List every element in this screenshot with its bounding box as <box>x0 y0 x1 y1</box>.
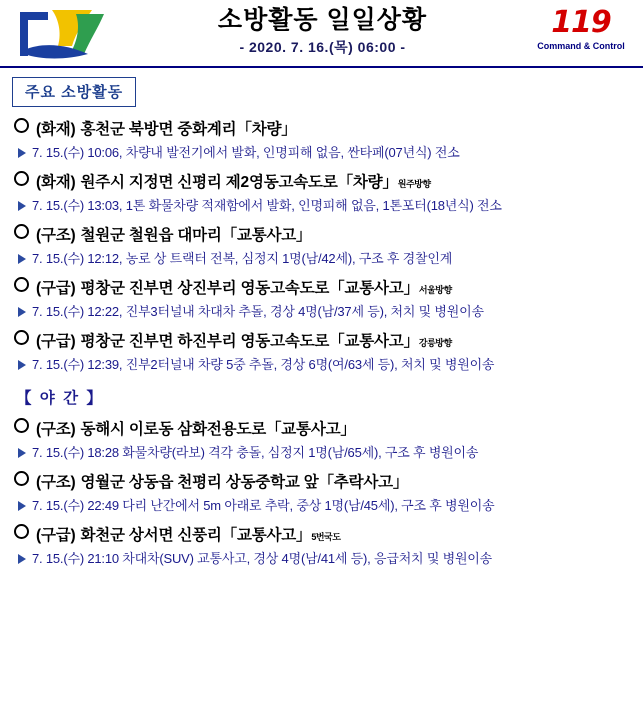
entry-detail-row <box>18 354 633 373</box>
title-block <box>120 4 525 57</box>
page-header <box>0 0 643 68</box>
entry-headline <box>14 523 633 545</box>
entry-headline <box>14 223 633 245</box>
entry-detail: 7. 15.(수) 22:49 다리 난간에서 5m 아래로 추락, 중상 1명(남/45세), 구조 후 병원이송 <box>32 498 495 513</box>
triangle-bullet-icon <box>18 254 26 264</box>
list-item <box>14 329 633 373</box>
entry-category: (구급) <box>36 527 76 544</box>
entry-detail-row <box>18 142 633 161</box>
triangle-bullet-icon <box>18 360 26 370</box>
entry-direction-note: 강릉방향 <box>418 338 452 348</box>
entry-category: (구조) <box>36 421 76 438</box>
entry-category: (화재) <box>36 121 76 138</box>
entry-headline <box>14 117 633 139</box>
list-item <box>14 276 633 320</box>
list-item <box>14 523 633 567</box>
entry-title: 화천군 상서면 신풍리「교통사고」 <box>80 527 312 544</box>
entry-title: 철원군 철원읍 대마리「교통사고」 <box>80 227 312 244</box>
entry-title: 영월군 상동읍 천평리 상동중학교 앞「추락사고」 <box>80 474 409 491</box>
triangle-bullet-icon <box>18 554 26 564</box>
entry-detail-row <box>18 195 633 214</box>
ring-bullet-icon <box>14 524 29 539</box>
entry-title: 원주시 지정면 신평리 제2영동고속도로「차량」 <box>80 174 398 191</box>
triangle-bullet-icon <box>18 148 26 158</box>
entry-direction-note: 원주방향 <box>397 179 431 189</box>
entry-detail: 7. 15.(수) 13:03, 1톤 화물차량 적재함에서 발화, 인명피해 없음, 1톤포터(18년식) 전소 <box>32 198 502 213</box>
entry-category: (구조) <box>36 227 76 244</box>
entry-category: (구급) <box>36 280 76 297</box>
ring-bullet-icon <box>14 171 29 186</box>
emergency-119-logo <box>531 6 631 62</box>
report-body <box>0 107 643 567</box>
list-item <box>14 417 633 461</box>
entry-headline <box>14 329 633 351</box>
triangle-bullet-icon <box>18 448 26 458</box>
entry-category: (구급) <box>36 333 76 350</box>
list-item <box>14 117 633 161</box>
entry-detail: 7. 15.(수) 10:06, 차량내 발전기에서 발화, 인명피해 없음, 싼타페(07년식) 전소 <box>32 145 460 160</box>
entry-detail-row <box>18 248 633 267</box>
triangle-bullet-icon <box>18 201 26 211</box>
entry-title: 홍천군 북방면 중화계리「차량」 <box>80 121 297 138</box>
entry-headline <box>14 276 633 298</box>
section-label-container <box>12 77 643 107</box>
report-date: - 2020. 7. 16.(목) 06:00 - <box>239 39 406 55</box>
entry-detail: 7. 15.(수) 12:12, 농로 상 트랙터 전복, 심정지 1명(남/42세), 구조 후 경찰인계 <box>32 251 453 266</box>
entry-detail: 7. 15.(수) 12:22, 진부3터널내 차대차 추돌, 경상 4명(남/37세 등), 처치 및 병원이송 <box>32 304 484 319</box>
entry-detail-row <box>18 301 633 320</box>
section-title-box: 주요 소방활동 <box>12 77 136 107</box>
logo-119-number: 119 <box>551 5 611 40</box>
entry-detail-row <box>18 442 633 461</box>
entry-title: 평창군 진부면 하진부리 영동고속도로「교통사고」 <box>80 333 419 350</box>
entry-detail: 7. 15.(수) 21:10 차대차(SUV) 교통사고, 경상 4명(남/41세 등), 응급처치 및 병원이송 <box>32 551 493 566</box>
entry-category: (구조) <box>36 474 76 491</box>
list-item <box>14 223 633 267</box>
triangle-bullet-icon <box>18 307 26 317</box>
triangle-bullet-icon <box>18 501 26 511</box>
list-item <box>14 170 633 214</box>
ring-bullet-icon <box>14 277 29 292</box>
ring-bullet-icon <box>14 118 29 133</box>
entry-headline <box>14 417 633 439</box>
entry-detail-row <box>18 495 633 514</box>
ring-bullet-icon <box>14 224 29 239</box>
list-item <box>14 470 633 514</box>
entry-road-note: 5번국도 <box>311 532 341 542</box>
ring-bullet-icon <box>14 471 29 486</box>
entry-detail-row <box>18 548 633 567</box>
logo-119-caption: Command & Control <box>537 41 625 51</box>
night-section-label: 【 야 간 】 <box>16 390 104 407</box>
ring-bullet-icon <box>14 330 29 345</box>
entry-detail: 7. 15.(수) 18:28 화물차량(라보) 격각 충돌, 심정지 1명(남/65세), 구조 후 병원이송 <box>32 445 479 460</box>
entry-title: 동해시 이로동 삼화전용도로「교통사고」 <box>80 421 356 438</box>
entry-detail: 7. 15.(수) 12:39, 진부2터널내 차량 5중 추돌, 경상 6명(여/63세 등), 처치 및 병원이송 <box>32 357 495 372</box>
ring-bullet-icon <box>14 418 29 433</box>
entry-category: (화재) <box>36 174 76 191</box>
page-title: 소방활동 일일상황 <box>217 6 428 34</box>
agency-logo <box>14 6 110 62</box>
entry-headline <box>14 470 633 492</box>
entry-direction-note: 서울방향 <box>418 285 452 295</box>
entry-headline <box>14 170 633 192</box>
entry-title: 평창군 진부면 상진부리 영동고속도로「교통사고」 <box>80 280 419 297</box>
